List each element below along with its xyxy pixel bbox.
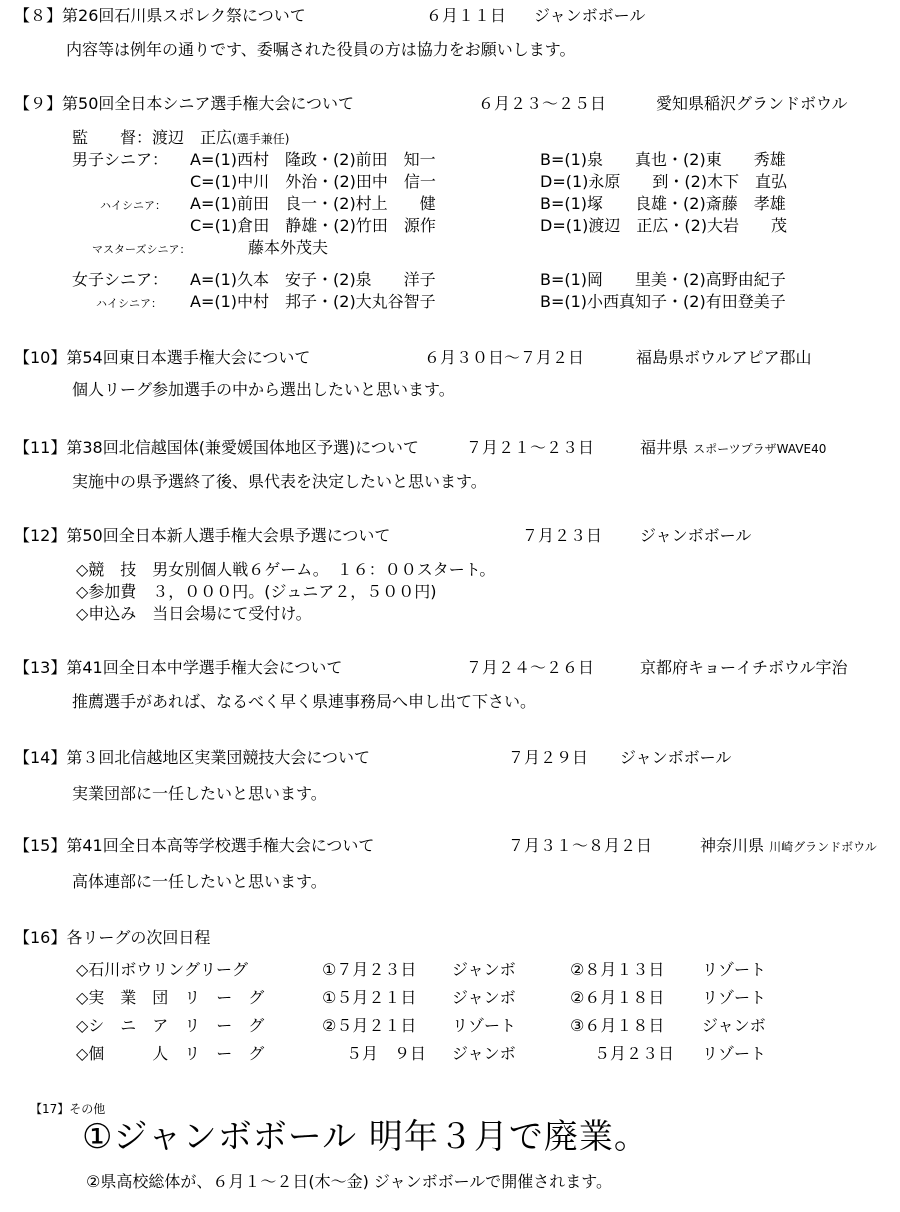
men-senior-team-d: D=(1)永原 到・(2)木下 直弘 <box>540 172 788 191</box>
section-10-body: 個人リーグ参加選手の中から選出したいと思います。 <box>72 380 455 399</box>
high-senior-team-b: B=(1)塚 良雄・(2)斎藤 孝雄 <box>540 194 786 213</box>
league-second-date: ②８月１３日 <box>570 960 665 979</box>
section-title: 第41回全日本高等学校選手権大会について <box>66 836 375 855</box>
high-senior-team-d: D=(1)渡辺 正広・(2)大岩 茂 <box>540 216 788 235</box>
section-15-date: ７月３１～８月２日 <box>508 836 653 855</box>
league-second-venue: リゾート <box>702 960 767 979</box>
section-12-venue: ジャンボボール <box>640 526 752 545</box>
section-8-date: ６月１１日 <box>426 6 507 25</box>
section-11-heading <box>14 440 419 456</box>
league-first-date: ②５月２１日 <box>322 1016 417 1035</box>
section-13-venue: 京都府キョーイチボウル宇治 <box>640 658 848 677</box>
men-senior-team-b: B=(1)泉 真也・(2)東 秀雄 <box>540 150 786 169</box>
section-13-body: 推薦選手があれば、なるべく早く県連事務局へ申し出て下さい。 <box>72 692 537 711</box>
masters-senior-name: 藤本外茂夫 <box>248 238 329 257</box>
section-number: 【９】 <box>14 94 63 113</box>
section-13-date: ７月２４～２６日 <box>466 658 595 677</box>
league-name: ◇石川ボウリングリーグ <box>76 960 248 979</box>
section-number: 【10】 <box>14 348 67 367</box>
section-title: その他 <box>69 1102 106 1116</box>
section-title: 第50回全日本シニア選手権大会について <box>62 94 355 113</box>
section-8-heading <box>14 8 306 24</box>
section-9-venue: 愛知県稲沢グランドボウル <box>656 94 848 113</box>
section-number: 【13】 <box>14 658 67 677</box>
section-11-date: ７月２１～２３日 <box>466 438 595 457</box>
section-16-heading <box>14 930 210 946</box>
men-senior-team-a: A=(1)西村 隆政・(2)前田 知一 <box>190 150 436 169</box>
high-senior-label: ハイシニア： <box>100 199 166 212</box>
section-14-date: ７月２９日 <box>508 748 589 767</box>
women-senior-team-b: B=(1)岡 里美・(2)高野由紀子 <box>540 270 786 289</box>
league-first-date: ５月 ９日 <box>346 1044 427 1063</box>
section-15-venue-small: 川崎グランドボウル <box>769 840 877 854</box>
league-second-venue: リゾート <box>702 988 767 1007</box>
women-senior-team-a: A=(1)久本 安子・(2)泉 洋子 <box>190 270 436 289</box>
league-second-venue: ジャンボ <box>702 1016 766 1035</box>
women-high-senior-label: ハイシニア： <box>96 297 162 310</box>
league-second-date: ②６月１８日 <box>570 988 665 1007</box>
section-number: 【15】 <box>14 836 67 855</box>
section-number: 【11】 <box>14 438 67 457</box>
league-name: ◇個 人 リ ー グ <box>76 1044 265 1063</box>
section-12-item-3: ◇申込み 当日会場にて受付け。 <box>76 604 312 623</box>
section-8-venue: ジャンボボール <box>534 6 646 25</box>
section-title: 第26回石川県スポレク祭について <box>62 6 306 25</box>
section-11-venue-small: スポーツプラザWAVE40 <box>693 442 827 456</box>
league-name: ◇実 業 団 リ ー グ <box>76 988 265 1007</box>
high-senior-team-a: A=(1)前田 良一・(2)村上 健 <box>190 194 436 213</box>
section-title: 第54回東日本選手権大会について <box>66 348 311 367</box>
men-senior-label: 男子シニア： <box>72 150 169 169</box>
section-14-heading <box>14 750 370 766</box>
section-15-venue: 神奈川県 川崎グランドボウル <box>700 836 877 855</box>
section-title: 第３回北信越地区実業団競技大会について <box>66 748 371 767</box>
section-8-body: 内容等は例年の通りです、委嘱された役員の方は協力をお願いします。 <box>66 40 576 59</box>
section-10-heading <box>14 350 310 366</box>
women-high-senior-team-a: A=(1)中村 邦子・(2)大丸谷智子 <box>190 292 436 311</box>
section-17-item-1: ①ジャンボボール 明年３月で廃業。 <box>82 1117 649 1157</box>
section-title: 第38回北信越国体(兼愛媛国体地区予選)について <box>66 438 419 457</box>
section-number: 【12】 <box>14 526 67 545</box>
women-high-senior-team-b: B=(1)小西真知子・(2)有田登美子 <box>540 292 786 311</box>
league-first-venue: ジャンボ <box>452 960 516 979</box>
section-10-venue: 福島県ボウルアピア郡山 <box>636 348 812 367</box>
league-second-venue: リゾート <box>702 1044 767 1063</box>
coach-name: 渡辺 正広 <box>152 128 233 147</box>
section-9-date: ６月２３～２５日 <box>478 94 607 113</box>
league-second-date: ５月２３日 <box>594 1044 675 1063</box>
section-number: 【14】 <box>14 748 67 767</box>
league-first-date: ①５月２１日 <box>322 988 417 1007</box>
section-12-heading <box>14 528 390 544</box>
section-14-venue: ジャンボボール <box>620 748 732 767</box>
coach-label: 監 督： <box>72 128 153 147</box>
section-15-body: 高体連部に一任したいと思います。 <box>72 872 327 891</box>
section-title: 第41回全日本中学選手権大会について <box>66 658 343 677</box>
section-12-item-1: ◇競 技 男女別個人戦６ゲーム。 １６：００スタート。 <box>76 560 496 579</box>
section-title: 各リーグの次回日程 <box>66 928 211 947</box>
section-14-body: 実業団部に一任したいと思います。 <box>72 784 327 803</box>
high-senior-team-c: C=(1)倉田 静雄・(2)竹田 源作 <box>190 216 436 235</box>
men-senior-team-c: C=(1)中川 外治・(2)田中 信一 <box>190 172 436 191</box>
section-10-date: ６月３０日～７月２日 <box>424 348 585 367</box>
league-first-venue: リゾート <box>452 1016 517 1035</box>
league-name: ◇シ ニ ア リ ー グ <box>76 1016 265 1035</box>
section-17-item-2: ②県高校総体が、６月１～２日(木～金) ジャンボボールで開催されます。 <box>86 1172 612 1191</box>
section-11-body: 実施中の県予選終了後、県代表を決定したいと思います。 <box>72 472 487 491</box>
section-number: 【17】 <box>30 1102 70 1116</box>
section-13-heading <box>14 660 342 676</box>
section-11-venue: 福井県 スポーツプラザWAVE40 <box>640 438 827 457</box>
section-number: 【16】 <box>14 928 67 947</box>
coach-note: (選手兼任) <box>232 132 290 146</box>
section-9-heading <box>14 96 354 112</box>
league-second-date: ③６月１８日 <box>570 1016 665 1035</box>
section-15-heading <box>14 838 374 854</box>
league-first-venue: ジャンボ <box>452 1044 516 1063</box>
coach-line <box>72 130 289 146</box>
league-first-venue: ジャンボ <box>452 988 516 1007</box>
section-12-date: ７月２３日 <box>522 526 603 545</box>
section-number: 【８】 <box>14 6 63 25</box>
section-12-item-2: ◇参加費 ３，０００円。(ジュニア２，５００円) <box>76 582 437 601</box>
masters-senior-label: マスターズシニア： <box>92 243 191 256</box>
section-title: 第50回全日本新人選手権大会県予選について <box>66 526 391 545</box>
league-first-date: ①７月２３日 <box>322 960 417 979</box>
women-senior-label: 女子シニア： <box>72 270 169 289</box>
section-17-heading <box>30 1100 105 1116</box>
